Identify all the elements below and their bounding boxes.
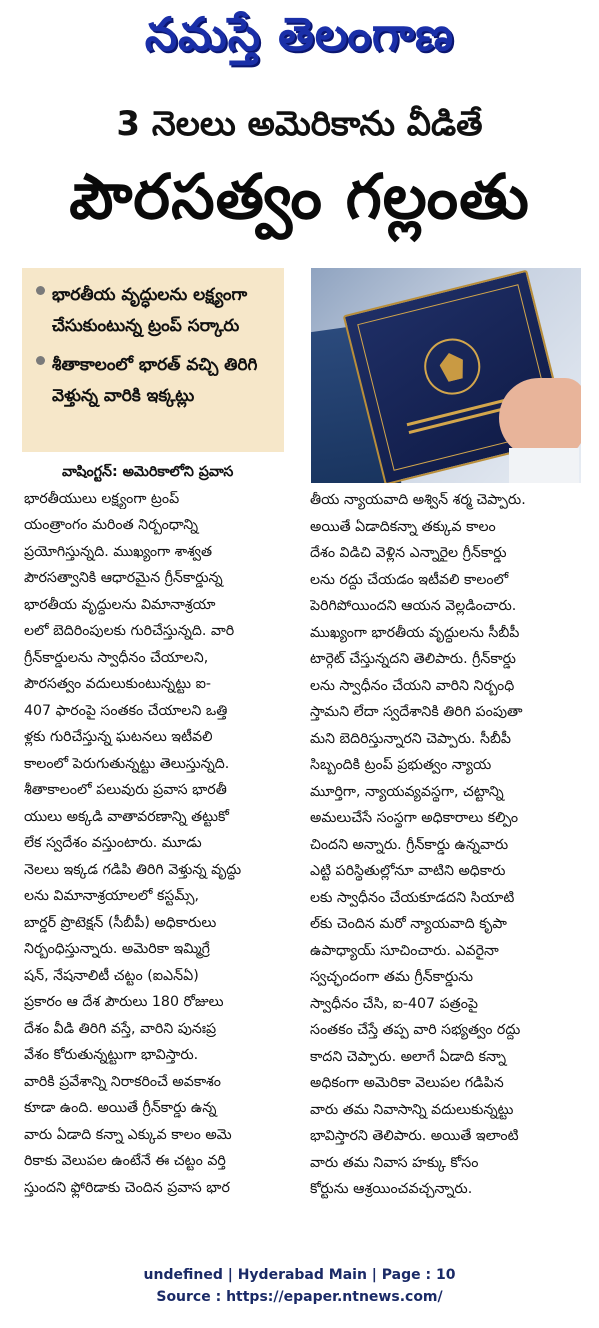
body-line: దేశం వీడి తిరిగి వస్తే, వారిని పునఃప్ర: [24, 1020, 217, 1037]
body-line: గ్రీన్‌కార్డులను స్వాధీనం చేయాలని,: [24, 649, 209, 666]
body-line: కూడా ఉంది. అయితే గ్రీన్‌కార్డు ఉన్న: [24, 1100, 217, 1116]
body-line: ఉపాధ్యాయ్ సూచించారు. ఎవరైనా: [310, 942, 499, 959]
body-line: తీయ న్యాయవాది అశ్విన్ శర్మ చెప్పారు.: [310, 492, 526, 508]
body-line: లలో బెదిరింపులకు గురిచేస్తున్నది. వారి: [24, 623, 235, 639]
body-line: మూర్తిగా, న్యాయవ్యవస్థగా, చట్టాన్ని: [310, 783, 504, 800]
body-line: అధికంగా అమెరికా వెలుపల గడిపిన: [310, 1075, 504, 1091]
body-line: చిందని అన్నారు. గ్రీన్‌కార్డు ఉన్నవారు: [310, 836, 509, 853]
body-line: వేశం కోరుతున్నట్టుగా భావిస్తారు.: [24, 1047, 199, 1063]
body-line: పెరిగిపోయిందని ఆయన వెల్లడించారు.: [310, 598, 517, 614]
highlight-text: భారతీయ వృద్ధులను లక్ష్యంగా చేసుకుంటున్న ట్రంప్ సర్కారు: [52, 285, 248, 336]
body-line: నిర్బంధిస్తున్నారు. అమెరికా ఇమ్మిగ్రే: [24, 941, 210, 957]
body-line: ళ్లకు గురిచేస్తున్న ఘటనలు ఇటీవలి: [24, 729, 213, 745]
body-line: సిబ్బందికి ట్రంప్ ప్రభుత్వం న్యాయ: [310, 757, 492, 773]
source-link[interactable]: Source : https://epaper.ntnews.com/: [156, 1289, 443, 1305]
body-line: యంత్రాంగం మరింత నిర్బంధాన్ని: [24, 517, 198, 533]
body-line: కాలంలో పెరుగుతున్నట్టు తెలుస్తున్నది.: [24, 755, 230, 772]
body-line: ఎట్టి పరిస్థితుల్లోనూ వాటిని అధికారు: [310, 863, 506, 879]
bullet-icon: [36, 286, 45, 295]
body-line: వారు ఏడాది కన్నా ఎక్కువ కాలం అమె: [24, 1126, 232, 1143]
body-line: సంతకం చేస్తే తప్ప వారి సభ్యత్వం రద్దు: [310, 1022, 521, 1038]
body-line: స్తుందని ఫ్లోరిడాకు చెందిన ప్రవాస భార: [24, 1179, 230, 1196]
article-photo: [311, 268, 581, 483]
body-line: మని బెదిరిస్తున్నారని చెప్పారు. సీబీపీ: [310, 730, 512, 747]
body-line: బార్డర్ ప్రొటెక్షన్ (సీబీపీ) అధికారులు: [24, 914, 217, 931]
highlight-item: [36, 280, 274, 342]
body-line: పౌరసత్వం వదులుకుంటున్నట్టు ఐ-: [24, 676, 211, 692]
body-line: లేక స్వదేశం వస్తుంటారు. మూడు: [24, 835, 202, 851]
photo-cuff: [509, 448, 579, 483]
body-line: ముఖ్యంగా భారతీయ వృద్ధులను సీబీపీ: [310, 624, 520, 641]
body-line: లను స్వాధీనం చేయని వారిని నిర్బంధి: [310, 677, 515, 694]
body-line: టార్గెట్ చేస్తున్నదని తెలిపారు. గ్రీన్‌కార్డు: [310, 651, 516, 667]
bullet-icon: [36, 356, 45, 365]
masthead: [0, 0, 599, 80]
body-line: లను విమానాశ్రయాలలో కస్టమ్స్,: [24, 888, 200, 904]
body-line: వారు తమ నివాస హక్కు కోసం: [310, 1154, 479, 1171]
body-line: యులు అక్కడి వాతావరణాన్ని తట్టుకో: [24, 808, 229, 825]
article-kicker: 3 నెలలు అమెరికాను వీడితే: [116, 104, 483, 144]
body-line: రికాకు వెలుపల ఉంటేనే ఈ చట్టం వర్తి: [24, 1153, 226, 1169]
edition-info: undefined | Hyderabad Main | Page : 10: [143, 1267, 456, 1283]
highlight-item: [36, 350, 274, 412]
body-line: ప్రయోగిస్తున్నది. ముఖ్యంగా శాశ్వత: [24, 543, 213, 560]
body-line: వారికి ప్రవేశాన్ని నిరాకరించే అవకాశం: [24, 1073, 222, 1090]
body-line: లను రద్దు చేయడం ఇటీవలి కాలంలో: [310, 571, 509, 588]
body-line: ప్రకారం ఆ దేశ పౌరులు 180 రోజులు: [24, 994, 224, 1010]
body-line: భారతీయ వృద్ధులను విమానాశ్రయా: [24, 596, 216, 613]
body-line: కోర్టును ఆశ్రయించవచ్చన్నారు.: [310, 1181, 473, 1197]
body-line: శీతాకాలంలో పలువురు ప్రవాస భారతీ: [24, 782, 227, 798]
body-line: దేశం విడిచి వెళ్లిన ఎన్నారైల గ్రీన్‌కార్డు: [310, 545, 507, 561]
body-line: భారతీయులు లక్ష్యంగా ట్రంప్: [24, 490, 180, 507]
body-line: కాదని చెప్పారు. అలాగే ఏడాది కన్నా: [310, 1048, 506, 1065]
newspaper-logo: నమస్తే తెలంగాణ: [144, 7, 455, 61]
highlight-text: శీతాకాలంలో భారత్ వచ్చి తిరిగి వెళ్తున్న వారికి ఇక్కట్లు: [52, 355, 258, 406]
body-line: నెలలు ఇక్కడ గడిపి తిరిగి వెళ్తున్న వృద్ధు: [24, 861, 242, 878]
body-line: 407 ఫారంపై సంతకం చేయాలని ఒత్తి: [24, 702, 228, 719]
article-headline: పౌరసత్వం గల్లంతు: [69, 160, 530, 233]
body-line: వాషింగ్టన్: అమెరికాలోని ప్రవాస: [62, 464, 234, 480]
body-line: వారు తమ నివాసాన్ని వదులుకున్నట్టు: [310, 1101, 514, 1118]
body-line: స్వాధీనం చేసి, ఐ-407 పత్రంపై: [310, 995, 478, 1012]
body-line: అయితే ఏడాదికన్నా తక్కువ కాలం: [310, 518, 496, 535]
body-line: లకు స్వాధీనం చేయకూడదని సియాటి: [310, 889, 515, 906]
body-line: అమలుచేసే సంస్థగా అధికారాలు కల్పిం: [310, 810, 519, 826]
body-line: షన్, నేషనాలిటీ చట్టం (ఐఎన్‌ఏ): [24, 967, 199, 984]
body-line: స్తామని లేదా స్వదేశానికి తిరిగి పంపుతా: [310, 704, 523, 720]
body-line: స్వచ్ఛందంగా తమ గ్రీన్‌కార్డును: [310, 969, 474, 985]
highlights-box: [22, 268, 284, 452]
body-line: భావిస్తారని తెలిపారు. అయితే ఇలాంటి: [310, 1128, 519, 1144]
body-line: పౌరసత్వానికి ఆధారమైన గ్రీన్‌కార్డున్న: [24, 570, 223, 586]
body-line: ల్‌కు చెందిన మరో న్యాయవాది కృపా: [310, 916, 507, 932]
photo-hand: [499, 378, 581, 458]
page-footer: [0, 1264, 599, 1308]
